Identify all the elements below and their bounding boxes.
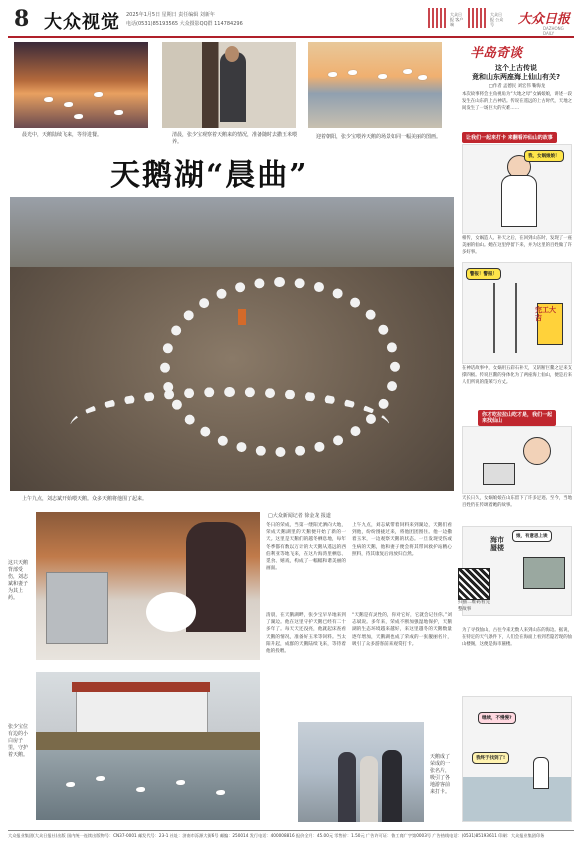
cartoon-kid-laptop [462,426,572,494]
sidebar-paragraph: 为了寻找仙山，古往今来无数人来到山东的海边。据说，在特定的天气条件下，人们会在海面上看到若隐若现的仙山楼阁，这便是海市蜃楼。 [462,628,572,647]
speech-bubble: 我，女娲娘娘！ [524,150,564,162]
byline: □大众新闻记者 徐金龙 报道 [268,513,331,519]
qr1-label: 大众日报 客户端 [450,12,464,27]
photo-main-swans-circle [10,197,454,491]
sidebar-author: □作者 孟德民 刘宏伟 鞠海龙 [488,84,546,89]
sidebar-tag: 你才吃拉拉山吃才是，我们一起来找仙山 [478,410,556,426]
main-photo-caption: 上午九点，刘志斌开始喂天鹅。众多天鹅将他围了起来。 [22,496,148,502]
qr-code-icon[interactable] [458,568,490,600]
section-title: 大众视觉 [44,12,120,33]
speech-bubble: 娘，有意思上诶 [512,530,552,542]
speech-bubble: 我终于找到了! [472,752,509,764]
sidebar-paragraph: 在神话故事中，女娲用五彩石补天，又斩断巨鳌之足来支撑四极。传说巨鳌的身体化为了两座海上仙山，便是后来人们所说的蓬莱与方丈。 [462,366,572,385]
photo-tourists [298,722,424,822]
photo-treating-swan [36,512,260,660]
qr-label: 扫描二维码看完整故事 [458,600,490,612]
photo-caption: 晨光中，天鹅陆续飞来，等待进餐。 [22,132,103,138]
qr-code-icon[interactable] [468,8,488,28]
photo-caption: 清晨，张少宝观察着天鹅来的情况，准备随时去撒玉米喂养。 [172,132,298,145]
newspaper-logo: 大众日报 [518,12,571,27]
sidebar-paragraph: 天长日久，女娲娘娘在山东留下了许多足迹。至今，当地百姓仍在传颂着她的故事。 [462,496,572,508]
photo-caption: 这只天鹅背部受伤，刘志斌和妻子为其上药。 [8,560,29,601]
photo-caption: 张少宝位有边的小白房子里，守护着天鹅。 [8,724,29,758]
sidebar-paragraph: 相传，女娲造人、补天之后，在回到山东时，发现了一座美丽的仙山。她在这里停留下来，并为这里的百姓做了许多好事。 [462,236,572,255]
sidebar-legend-story [458,40,574,826]
sign-text: 完工大吉 [535,306,556,322]
speech-bubble: 继续，不慢慢? [478,712,516,724]
qr-code-icon[interactable] [428,8,448,28]
photo-caretaker-window [162,42,296,128]
photo-feeding-sunrise [308,42,442,128]
article-column: “天鹅是有灵性的，你对它好，它就会记住你。”刘志斌说。多年来，荣成不断加强湿地保护，天鹅湖的生态环境越来越好，来这里越冬的天鹅数量逐年增加，天鹅湖也成了荣成的一张靓丽名片，吸引了众多游客前来观赏打卡。 [352,613,452,647]
qr2-label: 大众日报 公众号 [490,12,504,27]
photo-swans-morning [14,42,148,128]
header-info-line2: 电话(0531)85193565 大众摄影QQ群 114784296 [126,21,243,27]
speech-bubble: 警报！警报！ [466,268,501,280]
photo-caption: 天鹅成了荣成的一张名片，吸引了各地游客前来打卡。 [430,754,451,795]
header-info-line1: 2025年1月5日 星期日 责任编辑 刘新年 [126,12,215,18]
page-header [8,6,574,38]
photo-white-house-lake [36,672,260,820]
sidebar-headline: 竟和山东两座海上仙山有关? [471,73,561,81]
page-number: 8 [14,6,30,32]
article-column: 冬日的荣成，当第一缕阳光洒向大地，荣成天鹅湖里的天鹅便开始了新的一天。这里是天鹅们的越冬栖息地，每年冬季都有数以万计的大天鹅从遥远的西伯利亚等地飞来，在这片海湾里栖息、觅食、嬉戏，构成了一幅幅和谐美丽的画面。 [266,523,346,572]
article-column: 清晨，在天鹅湖畔，张少宝早早地来到了湖边。他在这里守护天鹅已经有二十多年了。每天天还没亮，他就起床查看天鹅的情况，准备好玉米等饲料。当太阳升起，成群的天鹅陆续飞来，等待着他的投喂。 [266,613,346,655]
column-title: 半岛奇谈 [470,46,523,61]
photo-caption: 迎着朝阳，张少宝喂养天鹅的场景如同一幅美丽的图画。 [316,134,442,140]
page-footer: 大众报业集团(大众日报社)出版 国内统一连续出版物号：CN37-0001 邮发代号：23-1 社址：济南市泺源大街6号 邮编：250014 发行电话：400008816 报价全月：45.00元 零售价：1.50元 广告许可证：鲁工商广字第0003号 广告热线电话：(0531)85193611 印刷：大众报业集团印务 [8,830,574,839]
page-title: 天鹅湖“晨曲” [110,158,309,193]
sidebar-intro: 本次故事将会主角视角为“大地之母”女娲娘娘，讲述一段发生在山东的上古神话。传说在遥远的上古时代，天地之间发生了一场巨大的灾难…… [462,92,572,111]
sidebar-headline: 这个上古传说 [495,64,537,72]
sign-text: 海市蜃楼 [490,535,504,552]
article-column: 上午九点，刘志斌带着饲料来到湖边，天鹅们看到他，纷纷围拢过来，将他团团围住。他一边撒着玉米，一边观察天鹅的状态。一旦发现受伤或生病的天鹅，他和妻子便会将其带回救护站精心照料，待其康复后再放归自然。 [352,523,452,557]
sidebar-tag: 让我们一起来打卡 来翻看冲仙山的故事 [462,132,557,143]
logo-subtitle: DAZHONG DAILY [543,26,564,36]
